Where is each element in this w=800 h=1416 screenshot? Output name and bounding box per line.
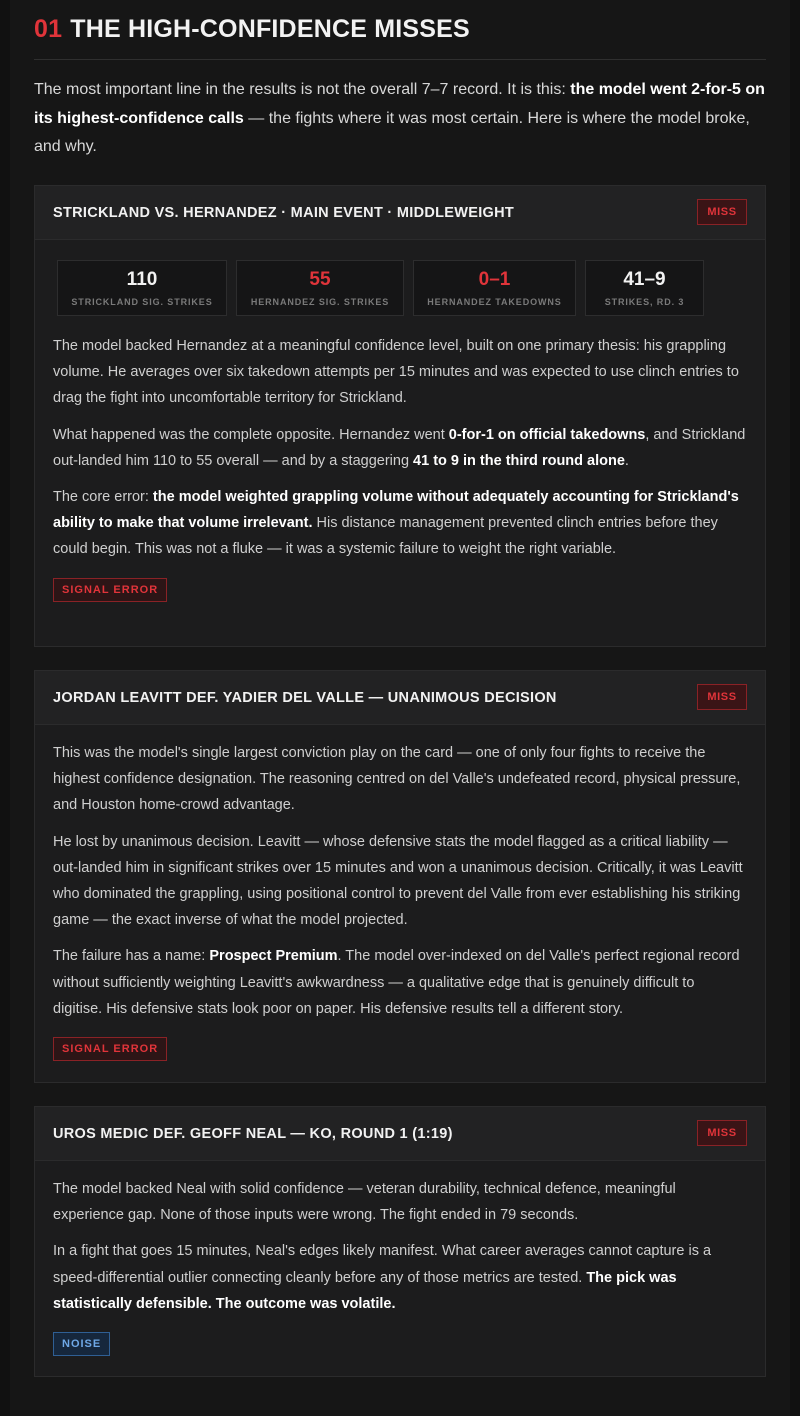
stat-box: [57, 260, 227, 316]
intro-text: The most important line in the results is not the overall 7–7 record. It is this:: [34, 81, 571, 98]
stat-label: STRICKLAND SIG. STRIKES: [71, 297, 213, 307]
card-body: [35, 725, 765, 1061]
text-emphasis: The pick was statistically defensible. The outcome was volatile.: [53, 1269, 677, 1312]
article-page: [10, 0, 790, 1416]
card-title: STRICKLAND VS. HERNANDEZ · MAIN EVENT · MIDDLEWEIGHT: [53, 205, 515, 221]
card-paragraph: [53, 943, 747, 1022]
card-paragraph: The model backed Hernandez at a meaningful confidence level, built on one primary thesis: his grappling volume. He averages over six takedown attempts per 15 minutes and was expected to use clinch entries to drag the fight into uncomfortable territory for Strickland.: [53, 338, 739, 407]
fight-card-medic-neal: [34, 1106, 766, 1377]
text-emphasis: Prospect Premium: [209, 948, 338, 965]
card-title: JORDAN LEAVITT DEF. YADIER DEL VALLE — UNANIMOUS DECISION: [53, 690, 557, 706]
signal-error-tag: SIGNAL ERROR: [53, 1037, 167, 1061]
miss-badge: MISS: [697, 1120, 747, 1146]
stat-box: [585, 260, 704, 316]
text-run: .: [624, 452, 629, 469]
section-title: THE HIGH-CONFIDENCE MISSES: [70, 15, 470, 43]
card-header: [35, 671, 765, 725]
card-body: [35, 1161, 765, 1356]
card-title: UROS MEDIC DEF. GEOFF NEAL — KO, ROUND 1 (1:19): [53, 1126, 453, 1142]
stat-value: 0–1: [478, 269, 511, 290]
section-number: 01: [34, 15, 63, 43]
tag-row: [53, 1037, 747, 1061]
stat-box: [236, 260, 404, 316]
text-emphasis: the model weighted grappling volume without adequately accounting for Strickland's ability to make that volume irrelevant.: [53, 489, 739, 532]
stat-row: [53, 240, 747, 316]
text-run: What happened was the complete opposite. Hernandez went: [53, 426, 449, 443]
card-paragraph: This was the model's single largest conviction play on the card — one of only four fights to receive the highest confidence designation. The reasoning centred on del Valle's undefeated record, physical pressure, and Houston home-crowd advantage.: [53, 745, 741, 814]
fight-card-strickland-hernandez: [34, 185, 766, 647]
text-run: The core error:: [53, 489, 153, 506]
text-run: In a fight that goes 15 minutes, Neal's edges likely manifest. What career averages cannot capture is a speed-differential outlier connecting cleanly before any of those metrics are tested.: [53, 1243, 712, 1286]
intro-paragraph: [34, 76, 766, 162]
text-run: . The model over-indexed on del Valle's perfect regional record without sufficiently weighting Leavitt's awkwardness — a qualitative edge that is genuinely difficult to digitise. His defensive stats look poor on paper. His defensive results tell a different story.: [53, 948, 740, 1017]
intro-highlight: the model went 2-for-5 on its highest-confidence calls: [34, 81, 765, 127]
card-paragraph: The model backed Neal with solid confidence — veteran durability, technical defence, meaningful experience gap. None of those inputs were wrong. The fight ended in 79 seconds.: [53, 1181, 676, 1224]
miss-badge: MISS: [697, 199, 747, 225]
miss-badge: MISS: [697, 684, 747, 710]
stat-value: 55: [309, 269, 331, 290]
text-emphasis: 41 to 9 in the third round alone: [413, 452, 625, 469]
stat-label: HERNANDEZ SIG. STRIKES: [250, 297, 390, 307]
fight-card-leavitt-del-valle: [34, 670, 766, 1083]
card-paragraph: [53, 484, 747, 563]
tag-row: [53, 578, 747, 602]
card-header: [35, 1107, 765, 1161]
stat-label: STRIKES, RD. 3: [604, 297, 685, 307]
text-run: The failure has a name:: [53, 948, 210, 965]
stat-label: HERNANDEZ TAKEDOWNS: [427, 297, 562, 307]
stat-value: 110: [126, 269, 158, 290]
card-paragraph: [53, 422, 747, 474]
text-run: , and Strickland out-landed him 110 to 55 overall — and by a staggering: [53, 426, 746, 469]
tag-row: [53, 1332, 747, 1356]
text-run: His distance management prevented clinch entries before they could begin. This was not a fluke — it was a systemic failure to weight the right variable.: [53, 515, 718, 558]
section-heading: [34, 14, 766, 44]
card-paragraph: He lost by unanimous decision. Leavitt — whose defensive stats the model flagged as a critical liability — out-landed him in significant strikes over 15 minutes and won a unanimous decision. Critically, it was Leavitt who dominated the grappling, using positional control to prevent del Valle from ever establishing his striking game — the exact inverse of what the model projected.: [53, 833, 743, 929]
signal-error-tag: SIGNAL ERROR: [53, 578, 167, 602]
card-paragraph: [53, 1238, 747, 1317]
stat-value: 41–9: [623, 269, 666, 290]
intro-text-end: — the fights where it was most certain. Here is where the model broke, and why.: [34, 109, 750, 155]
card-header: [35, 186, 765, 240]
heading-divider: [34, 59, 766, 60]
stat-box: [413, 260, 576, 316]
noise-tag: NOISE: [53, 1332, 110, 1356]
text-emphasis: 0-for-1 on official takedowns: [448, 426, 646, 443]
card-body: [35, 240, 765, 602]
